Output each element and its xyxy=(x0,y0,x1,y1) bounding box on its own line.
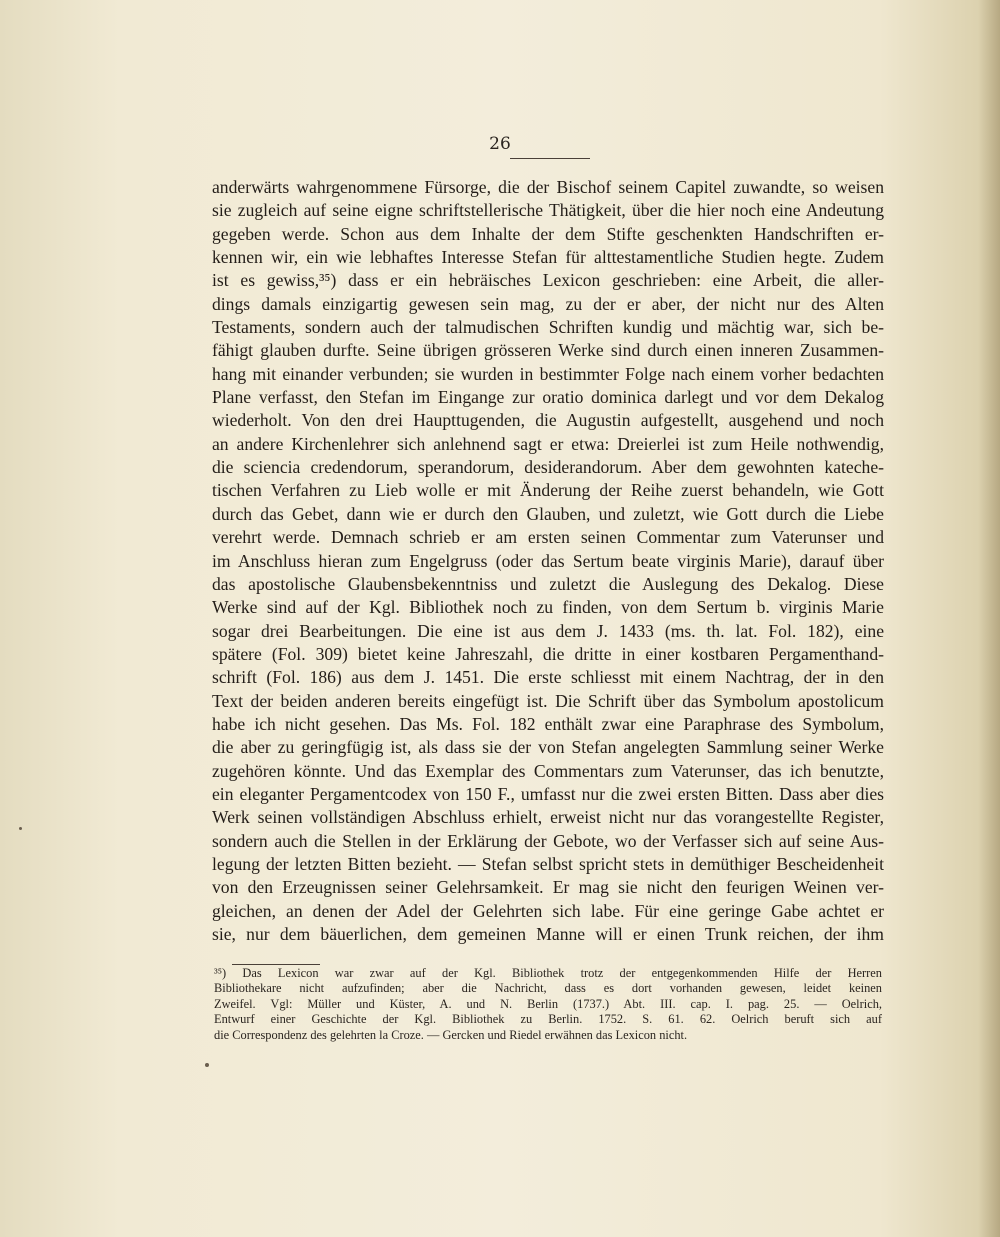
footnote-line: Zweifel. Vgl: Müller und Küster, A. und N. Berlin (1737.) Abt. III. cap. I. pag. 25. — Oelrich, xyxy=(214,996,882,1011)
body-line: habe ich nicht gesehen. Das Ms. Fol. 182 enthält zwar eine Paraphrase des Symbolum, xyxy=(212,713,884,734)
body-line: gegeben werde. Schon aus dem Inhalte der dem Stifte geschenkten Handschriften er- xyxy=(212,223,884,244)
body-line: an andere Kirchenlehrer sich anlehnend sagt er etwa: Dreierlei ist zum Heile nothwendig, xyxy=(212,433,884,454)
footnote-line: Bibliothekare nicht aufzufinden; aber die Nachricht, dass es dort vorhanden gewesen, leidet keinen xyxy=(214,981,882,996)
body-line: verehrt werde. Demnach schrieb er am ersten seinen Commentar zum Vaterunser und xyxy=(212,527,884,548)
body-line: hang mit einander verbunden; sie wurden in bestimmter Folge nach einem vorher bedachten xyxy=(212,363,884,384)
body-line: ist es gewiss,³⁵) dass er ein hebräisches Lexicon geschrieben: eine Arbeit, die aller- xyxy=(212,270,884,291)
footnote-line: ³⁵) Das Lexicon war zwar auf der Kgl. Bibliothek trotz der entgegenkommenden Hilfe der Herren xyxy=(214,966,882,980)
footnote-line: Entwurf einer Geschichte der Kgl. Bibliothek zu Berlin. 1752. S. 61. 62. Oelrich beruft sich auf xyxy=(214,1012,882,1027)
body-text xyxy=(212,176,884,946)
footnote-block xyxy=(214,966,882,1043)
body-line: Werk seinen vollständigen Abschluss erhielt, erweist nicht nur das vorangestellte Register, xyxy=(212,807,884,828)
body-line: zugehören könnte. Und das Exemplar des Commentars zum Vaterunser, das ich benutzte, xyxy=(212,760,884,781)
body-line: tischen Verfahren zu Lieb wolle er mit Änderung der Reihe zuerst behandeln, wie Gott xyxy=(212,480,884,501)
body-line: schrift (Fol. 186) aus dem J. 1451. Die erste schliesst mit einem Nachtrag, der in den xyxy=(212,667,884,688)
body-line: spätere (Fol. 309) bietet keine Jahreszahl, die dritte in einer kostbaren Pergamenthand- xyxy=(212,643,884,664)
body-line: wiederholt. Von den drei Haupttugenden, die Augustin aufgestellt, ausgehend und noch xyxy=(212,410,884,431)
body-line: die aber zu geringfügig ist, als dass sie der von Stefan angelegten Sammlung seiner Werke xyxy=(212,737,884,758)
body-line: dings damals einzigartig gewesen sein mag, zu der er aber, der nicht nur des Alten xyxy=(212,293,884,314)
body-line: fähigt glauben durfte. Seine übrigen grösseren Werke sind durch einen inneren Zusammen- xyxy=(212,340,884,361)
body-line: Werke sind auf der Kgl. Bibliothek noch zu finden, von dem Sertum b. virginis Marie xyxy=(212,597,884,618)
page-number: 26 xyxy=(489,134,511,154)
body-line: sie zugleich auf seine eigne schriftstellerische Thätigkeit, über die hier noch eine Andeutung xyxy=(212,200,884,221)
body-line: im Anschluss hieran zum Engelgruss (oder das Sertum beate virginis Marie), darauf über xyxy=(212,550,884,571)
body-line: anderwärts wahrgenommene Fürsorge, die der Bischof seinem Capitel zuwandte, so weisen xyxy=(212,177,884,197)
body-line: sie, nur dem bäuerlichen, dem gemeinen Manne will er einen Trunk reichen, der ihm xyxy=(212,924,884,944)
body-line: sogar drei Bearbeitungen. Die eine ist aus dem J. 1433 (ms. th. lat. Fol. 182), eine xyxy=(212,620,884,641)
body-line: legung der letzten Bitten bezieht. — Stefan selbst spricht stets in demüthiger Bescheidenheit xyxy=(212,853,884,874)
paper-speck xyxy=(19,827,22,830)
footnote-line: die Correspondenz des gelehrten la Croze. — Gercken und Riedel erwähnen das Lexicon nicht. xyxy=(214,1027,688,1042)
page-edge-shadow xyxy=(978,0,1000,1237)
body-line: von den Erzeugnissen seiner Gelehrsamkeit. Er mag sie nicht den feurigen Weinen ver- xyxy=(212,877,884,898)
body-line: durch das Gebet, dann wie er durch den Glauben, und zuletzt, wie Gott durch die Liebe xyxy=(212,503,884,524)
body-line: Text der beiden anderen bereits eingefügt ist. Die Schrift über das Symbolum apostolicum xyxy=(212,690,884,711)
body-line: sondern auch die Stellen in der Erklärung der Gebote, wo der Verfasser sich auf seine Aus- xyxy=(212,830,884,851)
body-line: kennen wir, ein wie lebhaftes Interesse Stefan für alttestamentliche Studien hegte. Zudem xyxy=(212,247,884,268)
body-line: gleichen, an denen der Adel der Gelehrten sich labe. Für eine geringe Gabe achtet er xyxy=(212,900,884,921)
footnote-rule xyxy=(232,964,320,965)
body-line: die sciencia credendorum, sperandorum, desiderandorum. Aber dem gewohnten kateche- xyxy=(212,457,884,478)
paper-speck xyxy=(205,1063,209,1067)
page-number-rule xyxy=(510,158,590,159)
body-line: Testaments, sondern auch der talmudischen Schriften kundig und mächtig war, sich be- xyxy=(212,317,884,338)
body-line: Plane verfasst, den Stefan im Eingange zur oratio dominica darlegt und vor dem Dekalog xyxy=(212,387,884,408)
body-line: ein eleganter Pergamentcodex von 150 F., umfasst nur die zwei ersten Bitten. Dass aber dies xyxy=(212,783,884,804)
body-line: das apostolische Glaubensbekenntniss und zuletzt die Auslegung des Dekalog. Diese xyxy=(212,573,884,594)
